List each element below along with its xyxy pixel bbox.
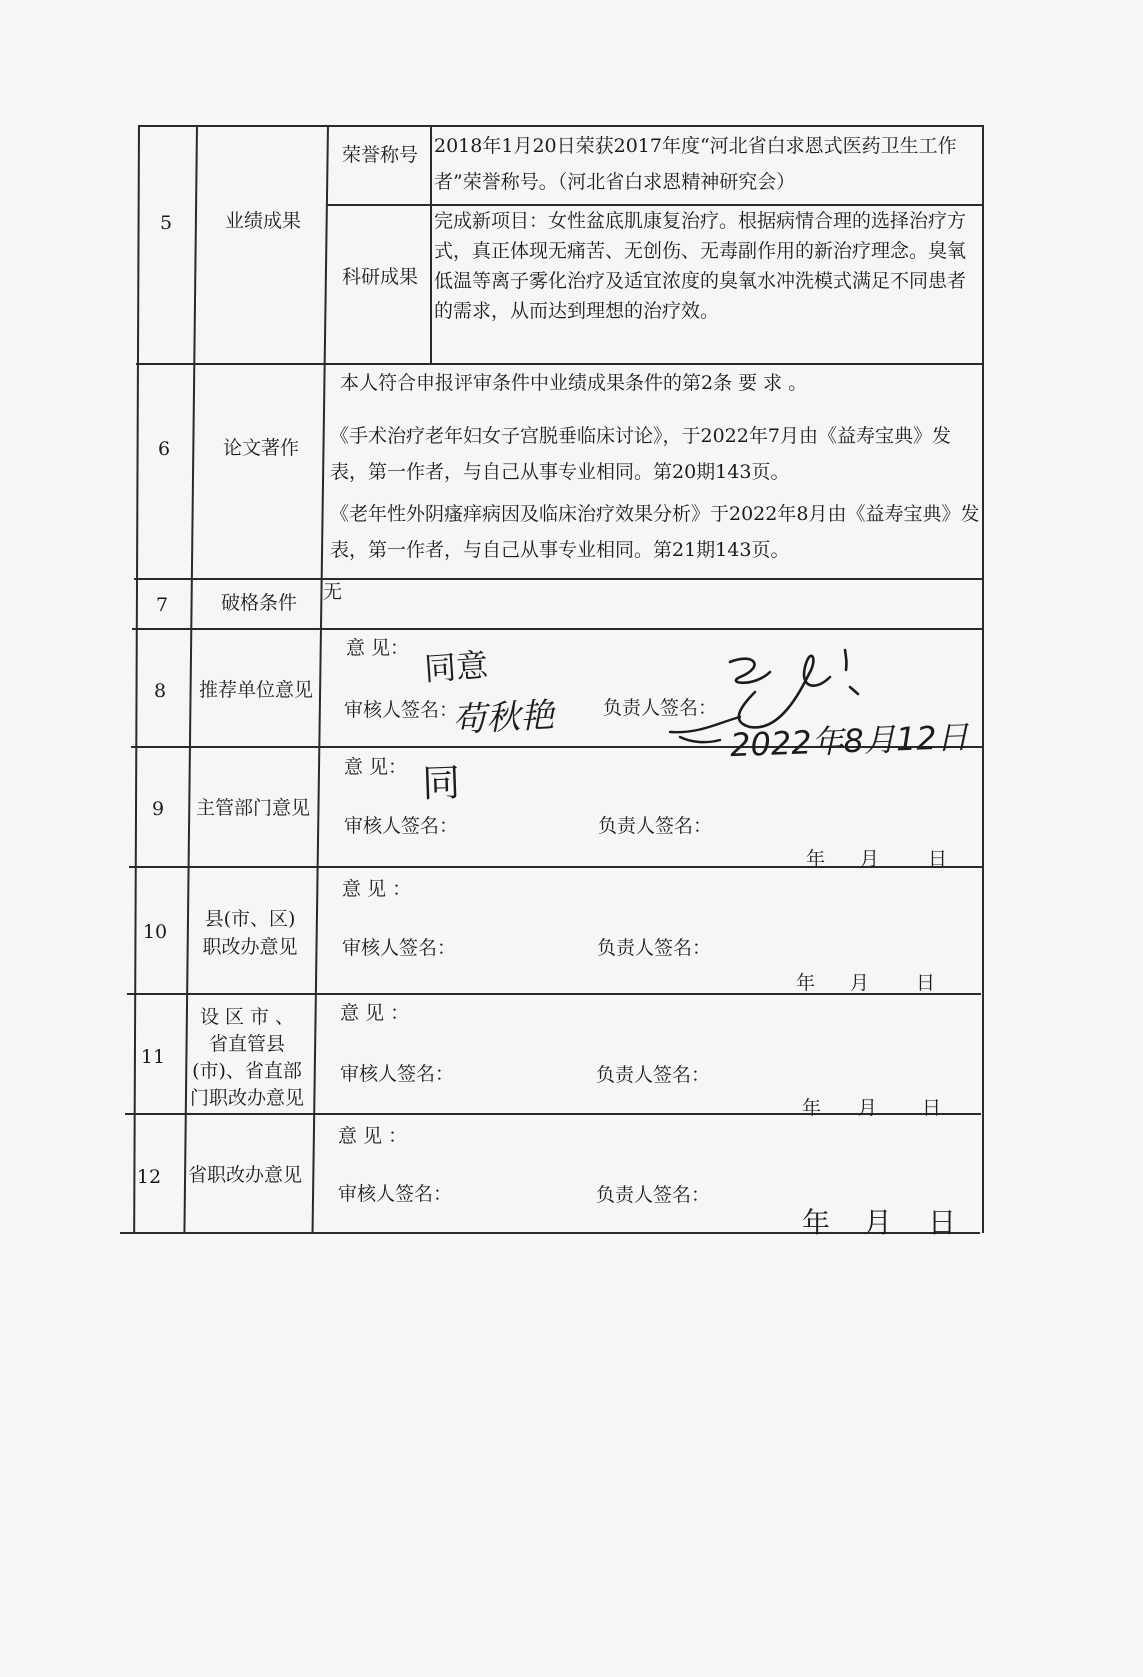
table-rule xyxy=(136,363,983,365)
row-item: 省职改办意见 xyxy=(187,1164,302,1186)
date-day: 日 xyxy=(922,1097,942,1119)
row-number: 9 xyxy=(151,798,165,820)
date-day: 日 xyxy=(928,848,948,870)
opinion-handwritten: 同 xyxy=(421,760,461,806)
row-number: 5 xyxy=(159,212,173,234)
table-rule xyxy=(125,1113,981,1115)
row-number: 6 xyxy=(157,438,171,460)
leader-label: 负责人签名： xyxy=(596,1184,711,1206)
row-item: 业绩成果 xyxy=(224,210,301,232)
opinion-label: 意 见 ： xyxy=(338,1125,408,1147)
date-year: 年 xyxy=(796,972,816,994)
date-year: 年 xyxy=(802,1206,831,1239)
table-rule xyxy=(132,628,983,630)
sub-label-honor: 荣誉称号 xyxy=(341,144,418,166)
row-item: 论文著作 xyxy=(222,437,299,459)
row-number: 10 xyxy=(142,921,168,943)
exception-content: 无 xyxy=(323,581,343,603)
opinion-label: 意 见： xyxy=(346,637,410,659)
table-rule xyxy=(129,866,982,868)
leader-label: 负责人签名： xyxy=(598,815,713,837)
reviewer-label: 审核人签名： xyxy=(344,699,459,721)
table-rule xyxy=(982,125,984,1233)
leader-label: 负责人签名： xyxy=(597,937,712,959)
research-content: 完成新项目：女性盆底肌康复治疗。根据病情合理的选择治疗方式，真正体现无痛苦、无创伤、无毒副作用的新治疗理念。臭氧低温等离子雾化治疗及适宜浓度的臭氧水冲洗模式满足不同患者的需求，从而达到理想的治疗效。 xyxy=(434,210,967,322)
reviewer-label: 审核人签名： xyxy=(338,1183,453,1205)
reviewer-label: 审核人签名： xyxy=(344,815,459,837)
table-rule xyxy=(138,125,983,127)
opinion-label: 意 见： xyxy=(344,756,408,778)
row-item-line: 职改办意见 xyxy=(202,936,298,958)
row-number: 11 xyxy=(140,1046,166,1068)
row-item-line: (市)、省直部 xyxy=(192,1060,302,1082)
row-item-line: 省直管县 xyxy=(208,1033,285,1055)
date-month: 月 xyxy=(858,1097,878,1119)
row-item: 破格条件 xyxy=(220,592,297,614)
row-number: 7 xyxy=(155,594,169,616)
row-number: 8 xyxy=(153,680,167,702)
opinion-label: 意 见 ： xyxy=(340,1002,410,1024)
date-month: 月 xyxy=(860,848,880,870)
thesis-line-1: 本人符合申报评审条件中业绩成果条件的第2条 要 求 。 xyxy=(340,372,808,394)
date-handwritten: 2022年8月12日 xyxy=(729,717,970,765)
date-day: 日 xyxy=(928,1206,957,1239)
date-year: 年 xyxy=(802,1097,822,1119)
date-year: 年 xyxy=(806,848,826,870)
leader-label: 负责人签名： xyxy=(603,697,718,719)
row-item xyxy=(184,1004,310,1112)
row-item-line: 县(市、区) xyxy=(204,908,296,930)
sub-label-research: 科研成果 xyxy=(341,266,418,288)
thesis-line-3: 《老年性外阴瘙痒病因及临床治疗效果分析》于2022年8月由《益寿宝典》发表，第一作者，与自己从事专业相同。第21期143页。 xyxy=(330,503,980,561)
reviewer-signature: 苟秋艳 xyxy=(451,695,556,741)
date-month: 月 xyxy=(850,972,870,994)
opinion-handwritten: 同意 xyxy=(422,645,490,689)
row-item: 推荐单位意见 xyxy=(198,679,313,701)
row-item xyxy=(188,905,312,961)
row-item-line: 门职改办意见 xyxy=(189,1087,304,1109)
table-rule xyxy=(120,1232,980,1234)
date-month: 月 xyxy=(864,1206,893,1239)
table-rule xyxy=(134,578,983,580)
row-item-line: 设 区 市 、 xyxy=(199,1006,295,1028)
row-number: 12 xyxy=(136,1166,162,1188)
honor-content: 2018年1月20日荣获2017年度“河北省白求恩式医药卫生工作者”荣誉称号。（河北省白求恩精神研究会） xyxy=(434,135,957,193)
leader-label: 负责人签名： xyxy=(596,1064,711,1086)
reviewer-label: 审核人签名： xyxy=(340,1063,455,1085)
row-item: 主管部门意见 xyxy=(195,797,310,819)
reviewer-label: 审核人签名： xyxy=(342,937,457,959)
date-day: 日 xyxy=(916,972,936,994)
table-rule xyxy=(430,125,432,364)
thesis-line-2: 《手术治疗老年妇女子宫脱垂临床讨论》，于2022年7月由《益寿宝典》发表，第一作者，与自己从事专业相同。第20期143页。 xyxy=(330,425,951,483)
opinion-label: 意 见 ： xyxy=(342,878,412,900)
